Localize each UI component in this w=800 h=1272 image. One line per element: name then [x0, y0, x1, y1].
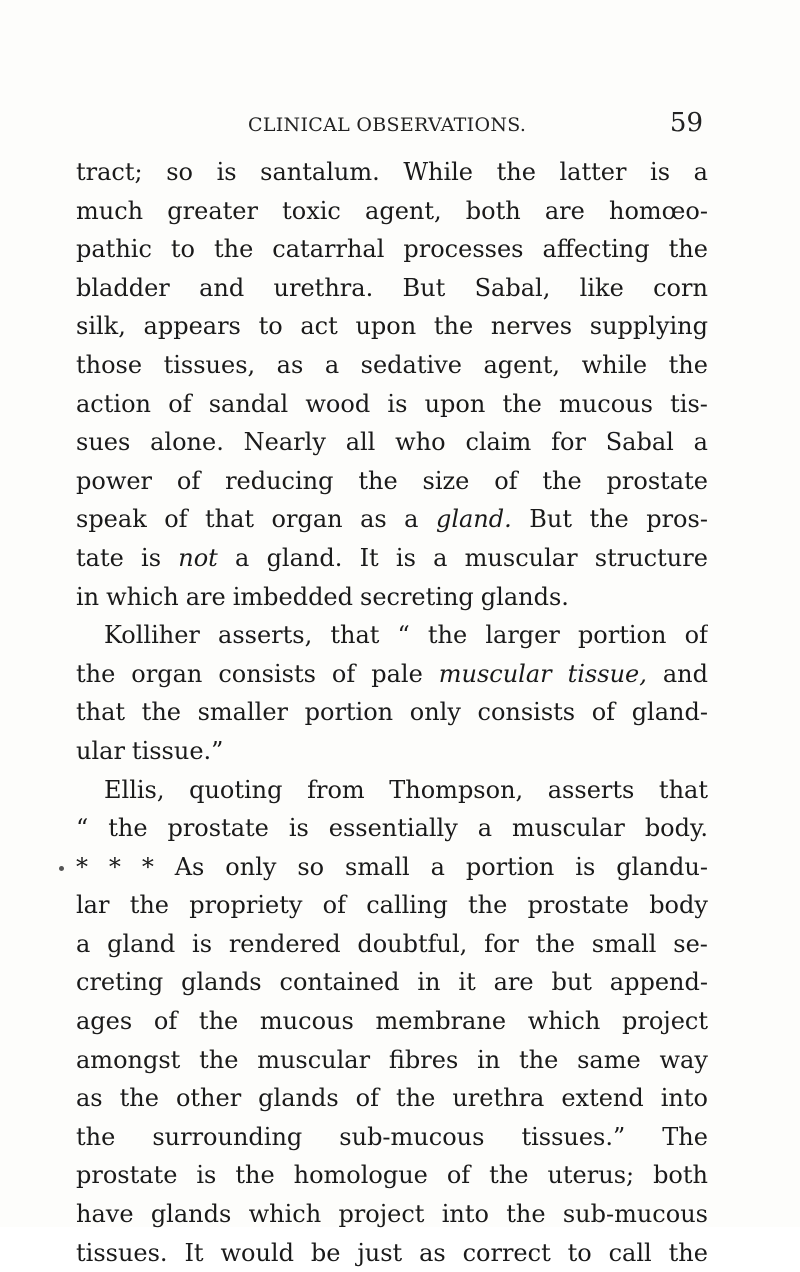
word: the: [535, 929, 575, 958]
word: is: [387, 389, 408, 418]
word: sub-mucous: [562, 1200, 708, 1229]
word: mucous: [559, 389, 653, 418]
word: small: [345, 852, 410, 881]
word: which: [248, 1200, 322, 1229]
word: tissues.: [76, 1238, 168, 1267]
word: the: [213, 235, 254, 264]
word: toxic: [282, 196, 341, 225]
word: surrounding: [152, 1122, 303, 1151]
word: Kolliher: [104, 621, 200, 650]
word: nerves: [490, 312, 573, 341]
word: the: [129, 891, 169, 920]
word: to: [170, 235, 195, 264]
text-line: [76, 1195, 708, 1234]
word: appears: [143, 312, 241, 341]
word: of: [168, 389, 192, 418]
word: imbedded: [232, 582, 353, 611]
word: asserts: [547, 775, 635, 804]
word: that: [330, 621, 380, 650]
word: while: [581, 350, 648, 379]
word: the: [235, 1161, 275, 1190]
word: essentially: [328, 814, 458, 843]
word: quoting: [189, 775, 283, 804]
word: only: [409, 698, 461, 727]
word: the: [76, 659, 116, 688]
word: is: [395, 543, 416, 572]
word: it: [458, 968, 476, 997]
text-line: [76, 732, 708, 771]
text-line: [76, 500, 708, 539]
word: call: [608, 1238, 652, 1267]
word: calling: [366, 891, 448, 920]
word: act: [300, 312, 338, 341]
word: a: [693, 158, 708, 186]
word: creting: [76, 968, 164, 997]
word: sandal: [208, 389, 289, 418]
word: both: [653, 1161, 708, 1190]
text-line: [76, 771, 708, 810]
word: ages: [76, 1007, 133, 1036]
word: a: [324, 350, 340, 379]
word: and: [199, 273, 245, 302]
word: is: [575, 852, 596, 881]
word: the: [589, 505, 629, 534]
word: *: [141, 852, 154, 881]
text-line: [76, 578, 708, 617]
word: uterus;: [547, 1161, 635, 1190]
text-line: [76, 963, 708, 1002]
word: a: [693, 428, 708, 457]
text-line: [76, 693, 708, 732]
word: small: [591, 929, 657, 958]
word: glands: [181, 968, 262, 997]
word: the: [198, 1007, 239, 1036]
text-line: [76, 848, 708, 887]
word: As: [174, 852, 205, 881]
word: from: [307, 775, 365, 804]
word: supplying: [589, 312, 708, 341]
word: ular: [76, 736, 125, 765]
word: portion: [465, 852, 555, 881]
word: the: [496, 158, 536, 186]
word: that: [658, 775, 708, 804]
text-line: [76, 655, 708, 694]
word: gland: [107, 929, 176, 958]
word: the: [119, 1084, 159, 1113]
word: append-: [609, 968, 708, 997]
word: as: [360, 505, 387, 534]
word: is: [196, 1161, 217, 1190]
word: the: [668, 1238, 708, 1267]
word: prostate: [76, 1161, 178, 1190]
text-line: [76, 925, 708, 964]
word: reducing: [225, 466, 334, 495]
word: But: [529, 505, 572, 534]
text-line: [76, 886, 708, 925]
word: of: [153, 1007, 178, 1036]
word: the: [433, 312, 474, 341]
word: the: [489, 1161, 529, 1190]
word: the: [502, 389, 542, 418]
word: urethra: [452, 1084, 545, 1113]
word: lar: [76, 891, 110, 920]
word: for: [551, 428, 586, 457]
text-line: [76, 307, 708, 346]
word: tate: [76, 543, 124, 572]
word: se-: [673, 929, 708, 958]
word: power: [76, 466, 153, 495]
emphasis-tissue: tissue,: [567, 659, 647, 688]
word: which: [106, 582, 179, 611]
word: is: [650, 158, 671, 186]
word: a: [76, 929, 91, 958]
word: tissues.”: [521, 1122, 626, 1151]
text-line: [76, 346, 708, 385]
word: prostate: [527, 891, 629, 920]
word: tract;: [76, 158, 143, 186]
word: homœo-: [609, 196, 708, 225]
word: so: [297, 852, 325, 881]
word: muscular: [257, 1045, 371, 1074]
word: of: [322, 891, 346, 920]
word: sedative: [360, 350, 462, 379]
word: glandu-: [616, 852, 708, 881]
word: of: [355, 1084, 379, 1113]
word: *: [108, 852, 121, 881]
word: organ: [271, 505, 343, 534]
word: the: [542, 466, 582, 495]
word: only: [225, 852, 277, 881]
word: larger: [485, 621, 560, 650]
word: project: [338, 1200, 425, 1229]
word: is: [216, 158, 237, 186]
running-title: CLINICAL OBSERVATIONS.: [248, 114, 527, 136]
word: upon: [424, 389, 486, 418]
word: of: [331, 659, 356, 688]
word: glands.: [480, 582, 569, 611]
word: claim: [465, 428, 532, 457]
word: It: [359, 543, 379, 572]
word: consists: [218, 659, 316, 688]
text-line: [76, 809, 708, 848]
word: all: [345, 428, 376, 457]
word: is: [192, 929, 213, 958]
word: as: [76, 1084, 103, 1113]
word: *: [76, 852, 88, 881]
word: which: [527, 1007, 601, 1036]
word: other: [175, 1084, 242, 1113]
word: that: [205, 505, 255, 534]
word: would: [220, 1238, 294, 1267]
word: smaller: [197, 698, 289, 727]
word: the: [358, 466, 398, 495]
word: the: [668, 350, 708, 379]
word: a: [477, 814, 493, 843]
word: have: [76, 1200, 134, 1229]
word: the: [199, 1045, 239, 1074]
word: doubtful,: [357, 929, 468, 958]
word: a: [430, 852, 445, 881]
word: is: [141, 543, 162, 572]
word: into: [660, 1084, 708, 1113]
word: of: [176, 466, 201, 495]
text-line: [76, 269, 708, 308]
word: extend: [561, 1084, 644, 1113]
word: processes: [403, 235, 524, 264]
emphasis-muscular: muscular: [438, 659, 552, 688]
text-line: [76, 1002, 708, 1041]
word: same: [577, 1045, 641, 1074]
word: secreting: [360, 582, 474, 611]
word: membrane: [375, 1007, 507, 1036]
word: way: [659, 1045, 708, 1074]
word: Sabal: [605, 428, 674, 457]
word: in: [477, 1045, 501, 1074]
word: santalum.: [260, 158, 380, 186]
emphasis-gland: gland.: [435, 505, 512, 534]
text-line: [76, 1156, 708, 1195]
word: like: [579, 273, 624, 302]
word: body: [649, 891, 708, 920]
word: a: [433, 543, 448, 572]
word: of: [446, 1161, 471, 1190]
emphasis-not: not: [178, 543, 218, 572]
word: pathic: [76, 235, 152, 264]
text-line: [76, 462, 708, 501]
text-line: [76, 1041, 708, 1080]
word: just: [357, 1238, 403, 1267]
word: mucous: [259, 1007, 354, 1036]
margin-dot-mark: [59, 866, 64, 871]
word: gland-: [631, 698, 708, 727]
text-line: [76, 230, 708, 269]
word: the: [519, 1045, 559, 1074]
word: and: [662, 659, 708, 688]
word: rendered: [228, 929, 341, 958]
word: asserts,: [218, 621, 313, 650]
word: affecting: [542, 235, 650, 264]
word: It: [184, 1238, 204, 1267]
word: of: [164, 505, 188, 534]
word: fibres: [388, 1045, 459, 1074]
word: Thompson,: [389, 775, 524, 804]
word: Ellis,: [104, 775, 165, 804]
word: tis-: [670, 389, 708, 418]
word: wood: [305, 389, 371, 418]
page-number: 59: [669, 108, 703, 138]
word: Sabal,: [474, 273, 551, 302]
word: to: [258, 312, 283, 341]
word: speak: [76, 505, 147, 534]
word: project: [621, 1007, 708, 1036]
word: “: [76, 814, 89, 843]
word: propriety: [189, 891, 303, 920]
word: upon: [355, 312, 417, 341]
word: pale: [371, 659, 423, 688]
word: the: [141, 698, 181, 727]
word: action: [76, 389, 151, 418]
word: into: [441, 1200, 489, 1229]
word: organ: [131, 659, 203, 688]
word: agent,: [483, 350, 561, 379]
word: “: [397, 621, 410, 650]
word: silk,: [76, 312, 126, 341]
text-line: [76, 385, 708, 424]
word: those: [76, 350, 143, 379]
text-line: [76, 423, 708, 462]
text-line: [76, 1118, 708, 1157]
word: much: [76, 196, 144, 225]
word: While: [403, 158, 473, 186]
word: the: [76, 1122, 116, 1151]
word: sub-mucous: [339, 1122, 485, 1151]
word: the: [506, 1200, 546, 1229]
text-line: [76, 616, 708, 655]
word: The: [662, 1122, 708, 1151]
word: a: [235, 543, 250, 572]
word: homologue: [293, 1161, 428, 1190]
word: prostate: [606, 466, 708, 495]
word: tissue.”: [131, 736, 224, 765]
word: body.: [644, 814, 708, 843]
body-text: [76, 153, 708, 1272]
word: for: [484, 929, 519, 958]
word: be: [310, 1238, 341, 1267]
word: both: [465, 196, 521, 225]
word: glands: [258, 1084, 339, 1113]
word: gland.: [266, 543, 343, 572]
word: muscular: [511, 814, 625, 843]
word: are: [185, 582, 226, 611]
running-header: [0, 108, 800, 140]
word: who: [395, 428, 446, 457]
word: a: [404, 505, 419, 534]
word: are: [493, 968, 534, 997]
text-line: [76, 539, 708, 578]
text-line: [76, 1079, 708, 1118]
word: correct: [462, 1238, 551, 1267]
word: portion: [304, 698, 394, 727]
word: glands: [150, 1200, 232, 1229]
word: But: [402, 273, 446, 302]
word: but: [551, 968, 592, 997]
word: the: [108, 814, 148, 843]
text-line: [76, 1234, 708, 1272]
word: to: [567, 1238, 592, 1267]
word: alone.: [150, 428, 224, 457]
word: the: [668, 235, 708, 264]
word: of: [684, 621, 708, 650]
text-line: [76, 153, 708, 192]
word: the: [427, 621, 468, 650]
word: as: [276, 350, 304, 379]
word: agent,: [365, 196, 442, 225]
word: consists: [477, 698, 576, 727]
word: pros-: [646, 505, 708, 534]
word: structure: [594, 543, 708, 572]
word: muscular: [464, 543, 578, 572]
word: of: [591, 698, 616, 727]
word: urethra.: [273, 273, 374, 302]
word: are: [544, 196, 585, 225]
word: in: [76, 582, 100, 611]
word: portion: [577, 621, 667, 650]
word: tissues,: [163, 350, 256, 379]
word: in: [417, 968, 441, 997]
word: the: [468, 891, 508, 920]
word: contained: [279, 968, 400, 997]
word: size: [422, 466, 470, 495]
word: greater: [167, 196, 258, 225]
word: prostate: [167, 814, 269, 843]
word: is: [288, 814, 309, 843]
text-line: [76, 192, 708, 231]
word: Nearly: [243, 428, 326, 457]
word: so: [166, 158, 193, 186]
word: that: [76, 698, 126, 727]
word: catarrhal: [272, 235, 385, 264]
word: latter: [559, 158, 627, 186]
word: corn: [653, 273, 708, 302]
word: as: [419, 1238, 446, 1267]
word: the: [396, 1084, 436, 1113]
word: bladder: [76, 273, 170, 302]
word: amongst: [76, 1045, 181, 1074]
word: of: [494, 466, 518, 495]
word: sues: [76, 428, 131, 457]
